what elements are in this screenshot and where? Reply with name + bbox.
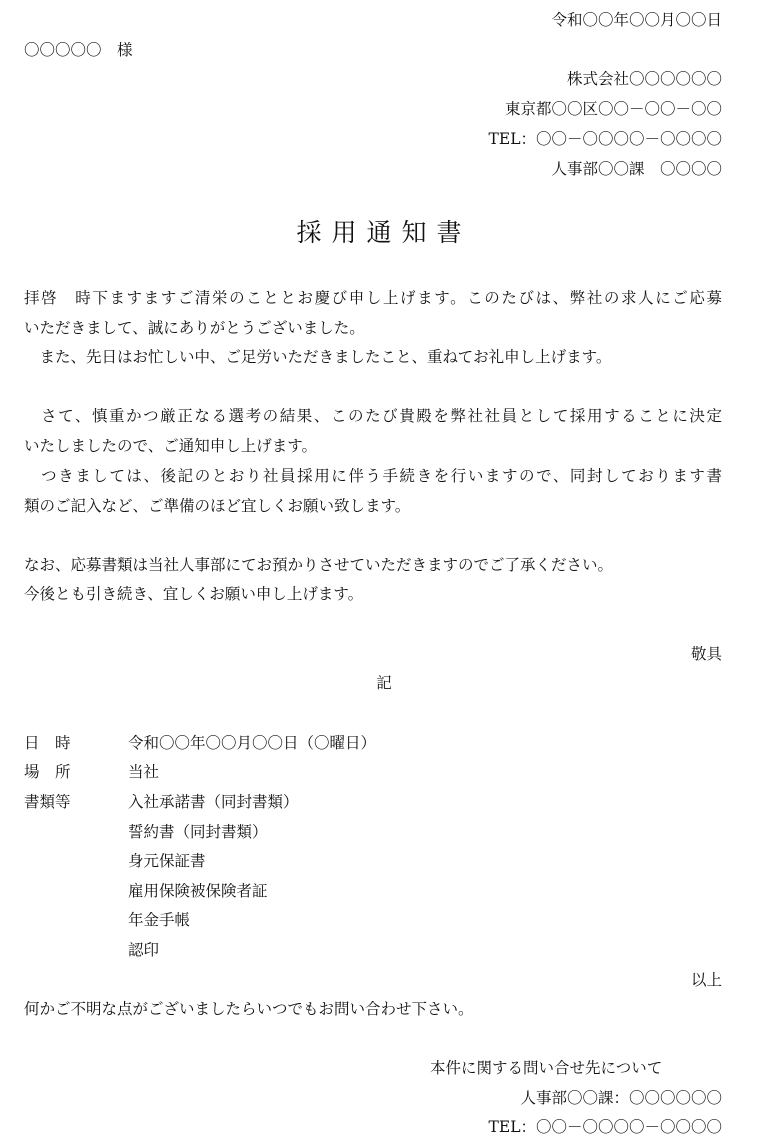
- closing-ijo: 以上: [690, 971, 722, 989]
- sender-department: 人事部〇〇課 〇〇〇〇: [551, 160, 722, 178]
- body-p1-line3: また、先日はお忙しい中、ご足労いただきましたこと、重ねてお礼申し上げます。: [24, 348, 612, 366]
- body-p2-line1: さて、慎重かつ厳正なる選考の結果、このたび貴殿を弊社社員として採用することに決定: [24, 407, 722, 425]
- body-p3-line2: 今後とも引き続き、宜しくお願い申し上げます。: [24, 585, 364, 603]
- contact-tel: TEL：〇〇－〇〇〇〇－〇〇〇〇: [488, 1118, 722, 1136]
- place-value: 当社: [128, 763, 160, 781]
- body-p3-line1: なお、応募書類は当社人事部にてお預かりさせていただきますのでご了承ください。: [24, 556, 614, 574]
- recipient-name: 〇〇〇〇〇 様: [24, 41, 133, 59]
- sender-tel: TEL：〇〇－〇〇〇〇－〇〇〇〇: [488, 130, 722, 148]
- ki-heading: 記: [376, 674, 392, 692]
- body-p2-line3: つきましては、後記のとおり社員採用に伴う手続きを行いますので、同封しております書: [24, 467, 722, 485]
- sender-company: 株式会社〇〇〇〇〇〇: [566, 70, 722, 88]
- datetime-value: 令和〇〇年〇〇月〇〇日（〇曜日）: [128, 734, 377, 752]
- closing-keigu: 敬具: [690, 645, 722, 663]
- document-item: 入社承諾書（同封書類）: [128, 793, 299, 811]
- body-p1-line1: 拝啓 時下ますますご清栄のこととお慶び申し上げます。このたびは、弊社の求人にご応募: [24, 289, 722, 307]
- body-p2-line2: いたしましたので、ご通知申し上げます。: [24, 437, 317, 455]
- issue-date: 令和〇〇年〇〇月〇〇日: [551, 11, 722, 29]
- contact-heading: 本件に関する問い合せ先について: [430, 1059, 663, 1077]
- document-item: 身元保証書: [128, 852, 206, 870]
- inquiry-note: 何かご不明な点がございましたらいつでもお問い合わせ下さい。: [24, 1000, 474, 1018]
- document-item: 年金手帳: [128, 911, 191, 929]
- document-title: 採用通知書: [296, 218, 472, 247]
- contact-department: 人事部〇〇課：〇〇〇〇〇〇: [520, 1089, 722, 1107]
- datetime-label: 日 時: [24, 734, 71, 752]
- body-p1-line2: いただきまして、誠にありがとうございました。: [24, 319, 365, 337]
- document-item: 雇用保険被保険者証: [128, 882, 268, 900]
- document-item: 認印: [128, 941, 160, 959]
- place-label: 場 所: [24, 763, 71, 781]
- documents-label: 書類等: [24, 793, 71, 811]
- document-item: 誓約書（同封書類）: [128, 823, 268, 841]
- sender-address: 東京都〇〇区〇〇－〇〇－〇〇: [504, 100, 722, 118]
- body-p2-line4: 類のご記入など、ご準備のほど宜しくお願い致します。: [24, 497, 411, 515]
